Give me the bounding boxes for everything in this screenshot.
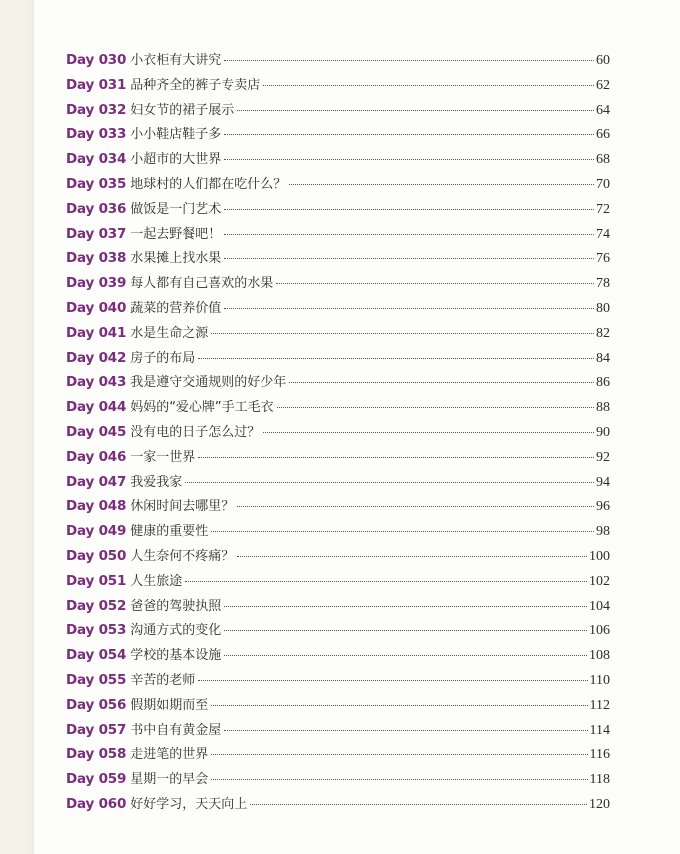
entry-title: 好好学习，天天向上 <box>130 796 248 812</box>
page-number: 88 <box>596 400 610 416</box>
toc-entry[interactable] <box>66 122 610 147</box>
toc-entry[interactable] <box>66 48 610 73</box>
page-number: 116 <box>589 747 610 763</box>
day-label: Day 036 <box>66 200 127 217</box>
dot-leader <box>224 134 594 135</box>
toc-entry[interactable] <box>66 470 610 495</box>
day-label: Day 057 <box>66 721 127 738</box>
dot-leader <box>224 655 587 656</box>
toc-entry[interactable] <box>66 98 610 123</box>
entry-title: 小超市的大世界 <box>130 152 222 168</box>
day-label: Day 030 <box>66 52 127 68</box>
day-label: Day 043 <box>66 374 127 391</box>
entry-title: 休闲时间去哪里？ <box>130 499 235 515</box>
book-page <box>34 0 680 854</box>
toc-entry[interactable] <box>66 321 610 346</box>
entry-title: 人生奈何不疼痛？ <box>130 548 235 564</box>
entry-title: 走进笔的世界 <box>130 747 209 763</box>
page-number: 106 <box>589 623 610 639</box>
day-label: Day 045 <box>66 423 127 440</box>
page-number: 80 <box>596 300 610 316</box>
dot-leader <box>224 730 587 731</box>
dot-leader <box>211 333 594 334</box>
page-number: 90 <box>596 424 610 440</box>
page-number: 66 <box>596 127 610 143</box>
dot-leader <box>224 209 594 210</box>
dot-leader <box>250 804 587 805</box>
toc-entry[interactable] <box>66 767 610 792</box>
page-number: 84 <box>596 350 610 366</box>
day-label: Day 046 <box>66 448 127 465</box>
entry-title: 小衣柜有大讲究 <box>130 53 222 68</box>
day-label: Day 042 <box>66 349 127 366</box>
toc-entry[interactable] <box>66 395 610 420</box>
entry-title: 没有电的日子怎么过？ <box>130 424 261 440</box>
day-label: Day 044 <box>66 399 127 416</box>
toc-entry[interactable] <box>66 73 610 98</box>
toc-entry[interactable] <box>66 569 610 594</box>
toc-entry[interactable] <box>66 519 610 544</box>
day-label: Day 039 <box>66 275 127 292</box>
dot-leader <box>198 457 594 458</box>
day-label: Day 052 <box>66 597 127 614</box>
dot-leader <box>211 779 587 780</box>
page-number: 62 <box>596 77 610 93</box>
entry-title: 我爱我家 <box>130 474 183 490</box>
toc-entry[interactable] <box>66 742 610 767</box>
entry-title: 地球村的人们都在吃什么？ <box>130 176 287 192</box>
page-number: 60 <box>596 53 610 68</box>
day-label: Day 033 <box>66 126 127 143</box>
dot-leader <box>198 680 587 681</box>
page-number: 72 <box>596 201 610 217</box>
dot-leader <box>224 258 594 259</box>
toc-entry[interactable] <box>66 370 610 395</box>
entry-title: 星期一的早会 <box>130 772 209 788</box>
dot-leader <box>237 556 587 557</box>
page-number: 96 <box>596 499 610 515</box>
page-number: 98 <box>596 524 610 540</box>
page-number: 70 <box>596 176 610 192</box>
entry-title: 我是遵守交通规则的好少年 <box>130 375 287 391</box>
dot-leader <box>224 630 587 631</box>
day-label: Day 054 <box>66 647 127 664</box>
day-label: Day 031 <box>66 76 127 93</box>
toc-entry[interactable] <box>66 792 610 817</box>
dot-leader <box>263 85 594 86</box>
day-label: Day 051 <box>66 572 127 589</box>
dot-leader <box>237 506 594 507</box>
dot-leader <box>185 581 587 582</box>
dot-leader <box>277 407 594 408</box>
page-number: 92 <box>596 449 610 465</box>
toc-entry[interactable] <box>66 594 610 619</box>
dot-leader <box>211 531 594 532</box>
day-label: Day 059 <box>66 771 127 788</box>
page-number: 110 <box>589 672 610 688</box>
day-label: Day 055 <box>66 671 127 688</box>
entry-title: 一家一世界 <box>130 449 196 465</box>
entry-title: 书中自有黄金屋 <box>130 722 222 738</box>
page-number: 68 <box>596 152 610 168</box>
toc-entry[interactable] <box>66 618 610 643</box>
day-label: Day 034 <box>66 151 127 168</box>
entry-title: 小小鞋店鞋子多 <box>130 127 222 143</box>
dot-leader <box>224 60 594 61</box>
page-number: 118 <box>589 772 610 788</box>
toc-entry[interactable] <box>66 693 610 718</box>
entry-title: 妈妈的“爱心牌”手工毛衣 <box>130 400 274 416</box>
day-label: Day 047 <box>66 473 127 490</box>
page-number: 78 <box>596 276 610 292</box>
dot-leader <box>289 184 594 185</box>
page-number: 64 <box>596 102 610 118</box>
entry-title: 每人都有自己喜欢的水果 <box>130 276 274 292</box>
page-number: 112 <box>589 697 610 713</box>
toc-entry[interactable] <box>66 172 610 197</box>
page-number: 102 <box>589 573 610 589</box>
day-label: Day 040 <box>66 299 127 316</box>
day-label: Day 049 <box>66 523 127 540</box>
toc-entry[interactable] <box>66 494 610 519</box>
entry-title: 一起去野餐吧！ <box>130 226 222 242</box>
entry-title: 水果摊上找水果 <box>130 251 222 267</box>
day-label: Day 035 <box>66 175 127 192</box>
day-label: Day 058 <box>66 746 127 763</box>
entry-title: 房子的布局 <box>130 350 196 366</box>
dot-leader <box>224 308 594 309</box>
day-label: Day 053 <box>66 622 127 639</box>
dot-leader <box>198 358 594 359</box>
entry-title: 做饭是一门艺术 <box>130 201 222 217</box>
day-label: Day 056 <box>66 696 127 713</box>
entry-title: 品种齐全的裤子专卖店 <box>130 77 261 93</box>
dot-leader <box>211 754 587 755</box>
day-label: Day 037 <box>66 225 127 242</box>
toc-entry[interactable] <box>66 222 610 247</box>
page-number: 104 <box>589 598 610 614</box>
dot-leader <box>224 606 587 607</box>
dot-leader <box>289 382 594 383</box>
day-label: Day 032 <box>66 101 127 118</box>
toc-entry[interactable] <box>66 246 610 271</box>
entry-title: 人生旅途 <box>130 573 183 589</box>
entry-title: 爸爸的驾驶执照 <box>130 598 222 614</box>
day-label: Day 038 <box>66 250 127 267</box>
day-label: Day 050 <box>66 547 127 564</box>
day-label: Day 041 <box>66 324 127 341</box>
toc-entry[interactable] <box>66 643 610 668</box>
dot-leader <box>185 482 594 483</box>
page-number: 108 <box>589 648 610 664</box>
page-number: 74 <box>596 226 610 242</box>
table-of-contents <box>66 48 610 817</box>
dot-leader <box>237 110 594 111</box>
entry-title: 妇女节的裙子展示 <box>130 102 235 118</box>
entry-title: 沟通方式的变化 <box>130 623 222 639</box>
dot-leader <box>263 432 594 433</box>
day-label: Day 048 <box>66 498 127 515</box>
dot-leader <box>211 705 587 706</box>
toc-entry[interactable] <box>66 420 610 445</box>
toc-entry[interactable] <box>66 271 610 296</box>
entry-title: 水是生命之源 <box>130 325 209 341</box>
page-number: 100 <box>589 548 610 564</box>
toc-entry[interactable] <box>66 296 610 321</box>
page-number: 86 <box>596 375 610 391</box>
toc-entry[interactable] <box>66 197 610 222</box>
day-label: Day 060 <box>66 795 127 812</box>
entry-title: 蔬菜的营养价值 <box>130 300 222 316</box>
toc-entry[interactable] <box>66 668 610 693</box>
toc-entry[interactable] <box>66 718 610 743</box>
dot-leader <box>276 283 594 284</box>
entry-title: 学校的基本设施 <box>130 648 222 664</box>
toc-entry[interactable] <box>66 544 610 569</box>
page-number: 120 <box>589 796 610 812</box>
toc-entry[interactable] <box>66 147 610 172</box>
entry-title: 假期如期而至 <box>130 697 209 713</box>
entry-title: 健康的重要性 <box>130 524 209 540</box>
dot-leader <box>224 234 594 235</box>
page-number: 114 <box>589 722 610 738</box>
page-number: 82 <box>596 325 610 341</box>
page-number: 94 <box>596 474 610 490</box>
dot-leader <box>224 159 594 160</box>
entry-title: 辛苦的老师 <box>130 672 196 688</box>
toc-entry[interactable] <box>66 445 610 470</box>
page-number: 76 <box>596 251 610 267</box>
toc-entry[interactable] <box>66 346 610 371</box>
